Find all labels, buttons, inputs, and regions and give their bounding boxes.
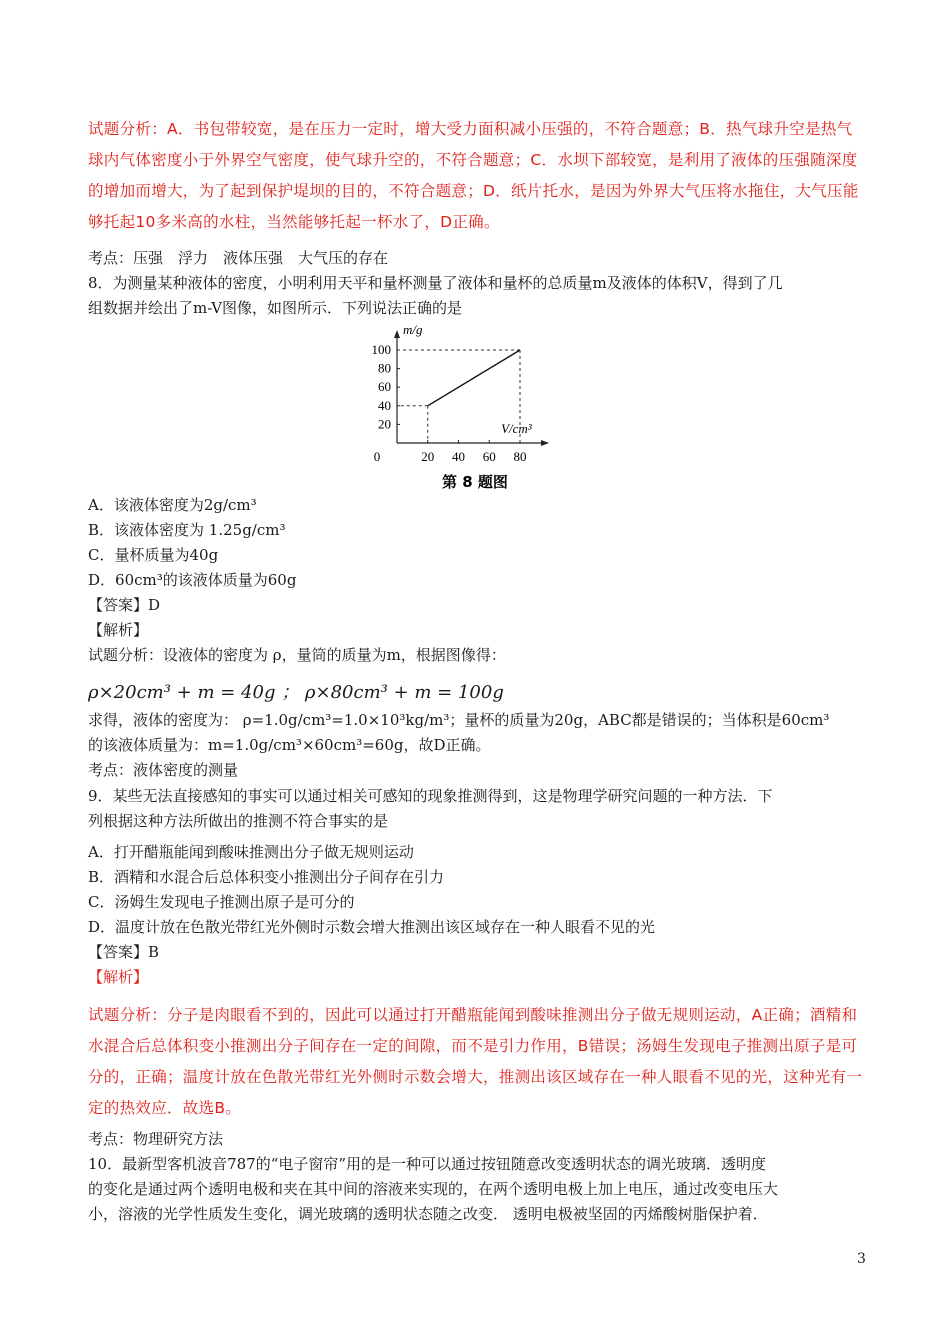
y-tick-label: 20 (378, 416, 391, 432)
y-axis-label: m/g (403, 325, 423, 338)
q8-stem (88, 271, 868, 321)
q8-kaodian: 考点：液体密度的测量 (88, 761, 239, 779)
q8-analysis-rest (88, 708, 868, 783)
page-number: 3 (857, 1251, 866, 1267)
x-tick-label: 80 (513, 449, 527, 464)
q9-stem-line-1: 9．某些无法直接感知的事实可以通过相关可感知的现象推测得到，这是物理学研究问题的一种方法．下 (88, 787, 773, 805)
q8-jiexi-label: 【解析】 (88, 621, 149, 639)
x-axis-label: V/cm³ (501, 421, 532, 436)
x-tick-label: 60 (482, 449, 496, 464)
y-tick-label: 100 (371, 342, 391, 357)
q9-stem-line-2: 列根据这种方法所做出的推测不符合事实的是 (88, 812, 389, 830)
figure-caption: 第 8 题图 (442, 473, 508, 491)
q8-option-d: D．60cm³的该液体质量为60g (88, 571, 297, 589)
q8-stem-line-2: 组数据并绘出了m-V图像，如图所示．下列说法正确的是 (88, 299, 463, 317)
q10-stem-line-2: 的变化是通过两个透明电极和夹在其中间的溶液来实现的，在两个透明电极上加上电压，通过改变电压大 (88, 1180, 779, 1198)
q8-analysis-line-1: 试题分析：设液体的密度为 ρ，量筒的质量为m，根据图像得： (88, 646, 506, 664)
q9-option-a: A．打开醋瓶能闻到酸味推测出分子做无规则运动 (88, 843, 414, 861)
q9-analysis: 试题分析：分子是肉眼看不到的，因此可以通过打开醋瓶能闻到酸味推测出分子做无规则运动，A正确；酒精和水混合后总体积变小推测出分子间存在一定的间隙，而不是引力作用，B错误；汤姆生发现电子推测出原子是可分的，正确；温度计放在色散光带红光外侧时示数会增大，推测出该区域存在一种人眼看不见的光，这种光有一定的热效应．故选B。 (88, 1006, 863, 1117)
q8-options (88, 493, 868, 668)
q10-stem (88, 1152, 868, 1227)
q8-option-a: A．该液体密度为2g/cm³ (88, 496, 257, 514)
x-tick-label: 40 (452, 449, 465, 464)
q8-figure (355, 325, 595, 495)
q8-answer: 【答案】D (88, 596, 161, 614)
q9-option-b: B．酒精和水混合后总体积变小推测出分子间存在引力 (88, 868, 445, 886)
data-line (428, 350, 520, 406)
q8-analysis-line-2: 求得，液体的密度为： ρ=1.0g/cm³=1.0×10³kg/m³；量杯的质量为20g，ABC都是错误的；当体积是60cm³ (88, 711, 830, 729)
x-axis-arrow (541, 440, 549, 446)
q7-kaodian: 考点：压强 浮力 液体压强 大气压的存在 (88, 249, 389, 267)
q9-block (88, 784, 868, 965)
x-tick-label: 0 (373, 449, 381, 464)
q8-option-c: C．量杯质量为40g (88, 546, 219, 564)
q9-option-c: C．汤姆生发现电子推测出原子是可分的 (88, 893, 355, 911)
q10-stem-line-1: 10．最新型客机波音787的“电子窗帘”用的是一种可以通过按钮随意改变透明状态的调光玻璃．透明度 (88, 1155, 767, 1173)
x-tick-label: 20 (421, 449, 435, 464)
q9-option-d: D．温度计放在色散光带红光外侧时示数会增大推测出该区域存在一种人眼看不见的光 (88, 918, 656, 936)
m-v-chart (355, 325, 595, 495)
q7-analysis: 试题分析：A．书包带较宽，是在压力一定时，增大受力面积减小压强的，不符合题意；B．热气球升空是热气球内气体密度小于外界空气密度，使气球升空的，不符合题意；C．水坝下部较宽，是利用了液体的压强随深度的增加而增大，为了起到保护堤坝的目的，不符合题意；D．纸片托水，是因为外界大气压将水拖住，大气压能够托起10多米高的水柱，当然能够托起一杯水了，D正确。 (88, 120, 859, 231)
q9-kaodian: 考点：物理研究方法 (88, 1130, 224, 1148)
q8-formula: ρ×20cm³ + m = 40g ； ρ×80cm³ + m = 100g (88, 682, 504, 703)
q10-stem-line-3: 小，溶液的光学性质发生变化，调光玻璃的透明状态随之改变． 透明电极被坚固的丙烯酸树脂保护着． (88, 1205, 768, 1223)
q8-analysis-line-3: 的该液体质量为：m=1.0g/cm³×60cm³=60g，故D正确。 (88, 736, 491, 754)
y-tick-label: 80 (378, 360, 391, 376)
y-tick-label: 60 (378, 379, 391, 395)
q8-option-b: B．该液体密度为 1.25g/cm³ (88, 521, 286, 539)
q9-answer: 【答案】B (88, 943, 160, 961)
y-tick-label: 40 (378, 397, 391, 413)
y-axis-arrow (394, 330, 400, 338)
q8-stem-line-1: 8．为测量某种液体的密度，小明利用天平和量杯测量了液体和量杯的总质量m及液体的体积V，得到了几 (88, 274, 783, 292)
q9-jiexi-label: 【解析】 (88, 968, 149, 986)
